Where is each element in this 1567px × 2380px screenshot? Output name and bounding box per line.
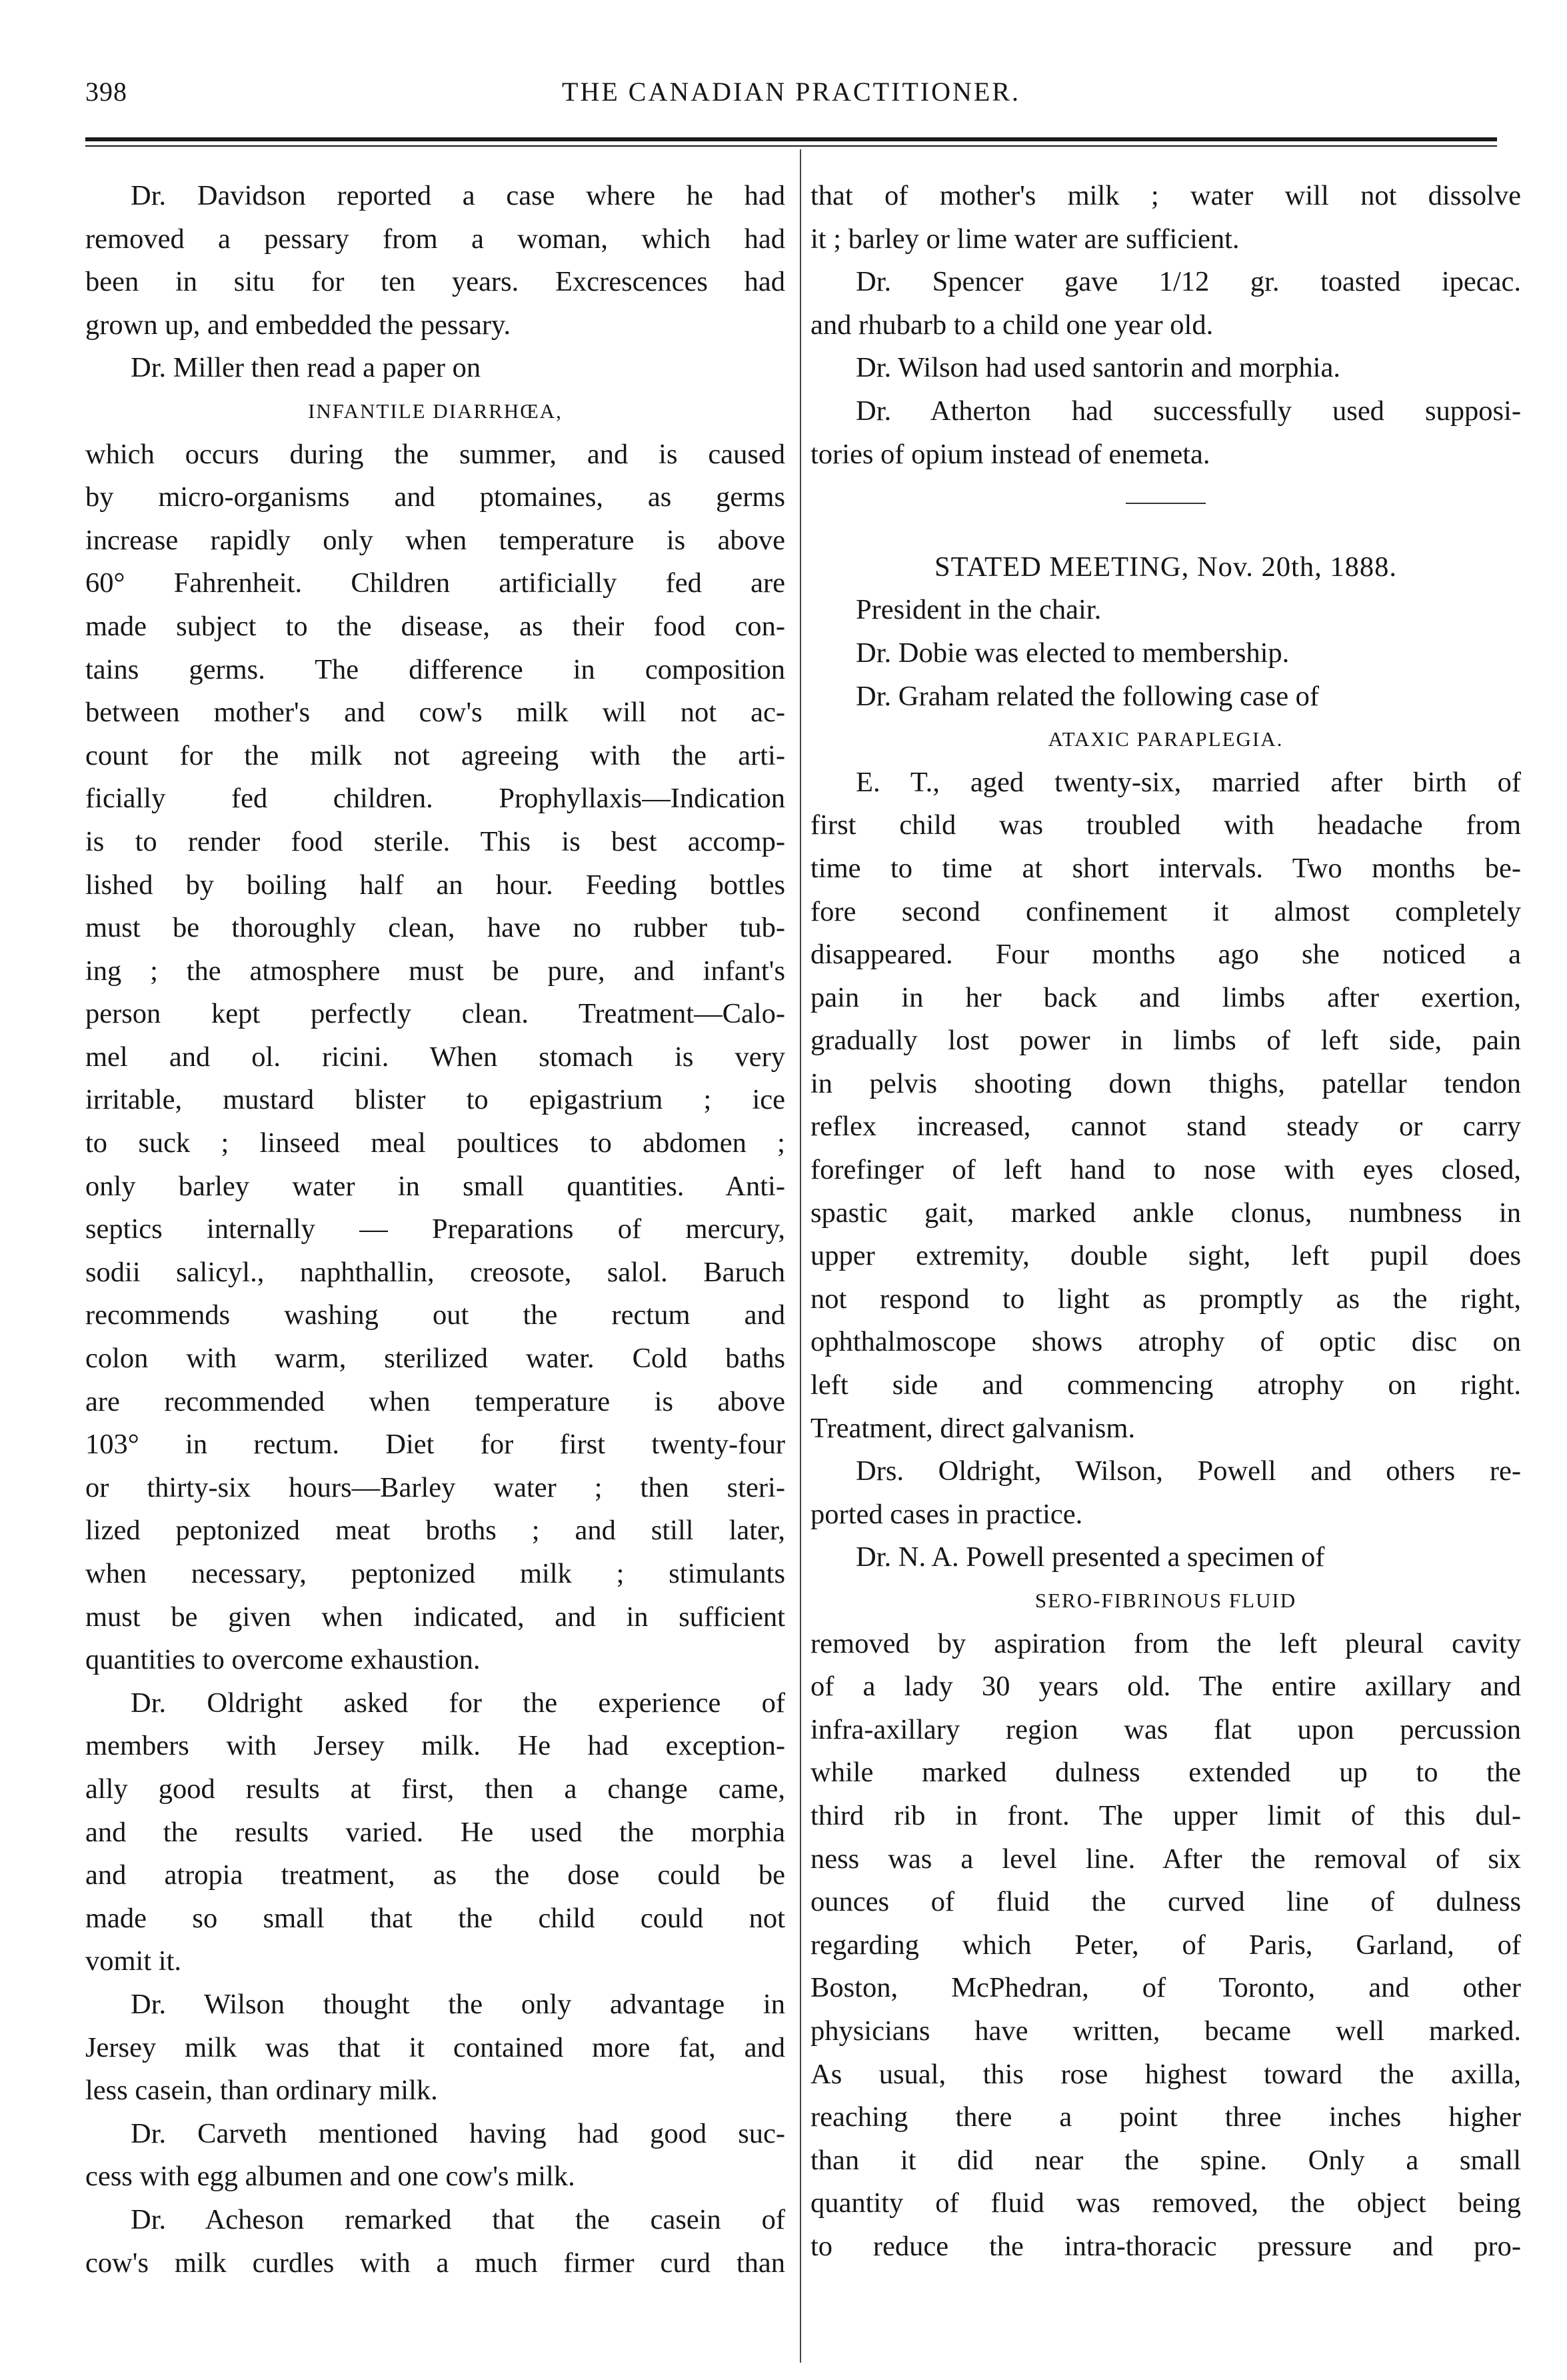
text-line: Dr. Spencer gave 1/12 gr. toasted ipecac.: [856, 266, 1521, 298]
text-line: removed by aspiration from the left pleural cavity: [810, 1627, 1521, 1659]
text-line: ounces of fluid the curved line of dulness: [810, 1886, 1521, 1918]
paragraph-infantile-diarrhoea: [85, 433, 785, 1682]
running-title: THE CANADIAN PRACTITIONER.: [562, 77, 1020, 107]
text-line: than it did near the spine. Only a small: [810, 2144, 1521, 2176]
text-line: 103° in rectum. Diet for first twenty-four: [85, 1429, 785, 1461]
text-line: time to time at short intervals. Two months be-: [810, 852, 1521, 884]
text-line: left side and commencing atrophy on right.: [810, 1369, 1521, 1401]
text-line: ficially fed children. Prophyllaxis—Indication: [85, 783, 785, 815]
paragraph-acheson: [85, 2199, 785, 2285]
text-line: made subject to the disease, as their food con-: [85, 610, 785, 642]
text-line: third rib in front. The upper limit of this dul-: [810, 1799, 1521, 1831]
text-line: while marked dulness extended up to the: [810, 1757, 1521, 1789]
paragraph-pleural-specimen: [810, 1623, 1521, 2269]
text-line: ally good results at first, then a change came,: [85, 1773, 785, 1805]
section-heading-ataxic-paraplegia: ATAXIC PARAPLEGIA.: [1048, 727, 1284, 751]
paragraph-atherton: [810, 390, 1521, 476]
text-line: sodii salicyl., naphthallin, creosote, salol. Baruch: [85, 1256, 785, 1288]
paragraph-powell-intro: Dr. N. A. Powell presented a specimen of: [856, 1541, 1325, 1573]
text-line: reflex increased, cannot stand steady or carry: [810, 1111, 1521, 1143]
text-line: which occurs during the summer, and is caused: [85, 438, 785, 470]
text-line: person kept perfectly clean. Treatment—Calo-: [85, 998, 785, 1030]
text-line: Dr. Davidson reported a case where he had: [131, 180, 785, 211]
text-line: less casein, than ordinary milk.: [85, 2075, 438, 2107]
text-line: lized peptonized meat broths ; and still later,: [85, 1515, 785, 1547]
text-line: vomit it.: [85, 1945, 182, 1977]
text-line: quantity of fluid was removed, the object being: [810, 2187, 1521, 2219]
right-column: [810, 175, 1521, 2269]
paragraph-ataxic-case: [810, 761, 1521, 1451]
text-line: disappeared. Four months ago she noticed a: [810, 939, 1521, 971]
text-line: of a lady 30 years old. The entire axillary and: [810, 1671, 1521, 1703]
text-line: tains germs. The difference in composition: [85, 653, 785, 685]
text-line: count for the milk not agreeing with the arti-: [85, 739, 785, 771]
text-line: recommends washing out the rectum and: [85, 1299, 785, 1331]
text-line: it ; barley or lime water are sufficient.: [810, 223, 1240, 255]
section-heading-infantile-diarrhoea: INFANTILE DIARRHŒA,: [308, 399, 563, 423]
text-line: ing ; the atmosphere must be pure, and infant's: [85, 955, 785, 987]
paragraph-oldright: [85, 1682, 785, 1983]
text-line: upper extremity, double sight, left pupil does: [810, 1240, 1521, 1272]
text-line: that of mother's milk ; water will not dissolve: [810, 180, 1521, 211]
text-line: in pelvis shooting down thighs, patellar tendon: [810, 1067, 1521, 1099]
page-header: [85, 72, 1497, 112]
text-line: lished by boiling half an hour. Feeding bottles: [85, 869, 785, 901]
text-line: cow's milk curdles with a much firmer curd than: [85, 2247, 785, 2279]
paragraph-spencer: [810, 261, 1521, 347]
text-line: is to render food sterile. This is best accomp-: [85, 825, 785, 857]
paragraph-graham-intro: Dr. Graham related the following case of: [856, 680, 1320, 712]
paragraph-wilson: [85, 1983, 785, 2113]
text-line: increase rapidly only when temperature is above: [85, 524, 785, 556]
text-line: mel and ol. ricini. When stomach is very: [85, 1041, 785, 1073]
text-line: irritable, mustard blister to epigastrium ; ice: [85, 1084, 785, 1116]
text-line: by micro-organisms and ptomaines, as germs: [85, 481, 785, 513]
text-line: members with Jersey milk. He had exception-: [85, 1730, 785, 1762]
text-line: quantities to overcome exhaustion.: [85, 1644, 481, 1676]
text-line: not respond to light as promptly as the right,: [810, 1283, 1521, 1315]
text-line: Drs. Oldright, Wilson, Powell and others re-: [856, 1455, 1521, 1487]
section-heading-sero-fibrinous-fluid: SERO-FIBRINOUS FLUID: [1034, 1589, 1297, 1612]
text-line: only barley water in small quantities. Anti-: [85, 1170, 785, 1202]
text-line: between mother's and cow's milk will not ac-: [85, 697, 785, 729]
text-line: 60° Fahrenheit. Children artificially fed are: [85, 567, 785, 599]
left-column: [85, 175, 785, 2285]
text-line: infra-axillary region was flat upon percussion: [810, 1713, 1521, 1745]
header-rule-thin: [85, 145, 1497, 147]
paragraph-davidson: [85, 175, 785, 347]
text-line: Dr. Wilson thought the only advantage in: [131, 1988, 785, 2020]
header-rule-thick: [85, 137, 1497, 141]
text-line: septics internally — Preparations of mercury,: [85, 1213, 785, 1245]
paragraph-president: President in the chair.: [856, 594, 1102, 626]
paragraph-miller-intro: Dr. Miller then read a paper on: [131, 352, 481, 384]
text-line: Jersey milk was that it contained more fat, and: [85, 2031, 785, 2063]
text-line: colon with warm, sterilized water. Cold baths: [85, 1343, 785, 1375]
paragraph-wilson-santorin: Dr. Wilson had used santorin and morphia.: [856, 352, 1340, 384]
text-line: Dr. Oldright asked for the experience of: [131, 1687, 785, 1719]
text-line: must be thoroughly clean, have no rubber tub-: [85, 912, 785, 944]
text-line: grown up, and embedded the pessary.: [85, 309, 511, 341]
meeting-heading: STATED MEETING, Nov. 20th, 1888.: [934, 551, 1397, 583]
text-line: ophthalmoscope shows atrophy of optic disc on: [810, 1326, 1521, 1358]
text-line: to reduce the intra-thoracic pressure and pro-: [810, 2230, 1521, 2262]
text-line: forefinger of left hand to nose with eyes closed,: [810, 1154, 1521, 1186]
paragraph-cases-reported: [810, 1450, 1521, 1536]
text-line: Dr. Acheson remarked that the casein of: [131, 2203, 785, 2235]
text-line: fore second confinement it almost completely: [810, 895, 1521, 927]
text-line: cess with egg albumen and one cow's milk.: [85, 2161, 575, 2193]
column-divider: [800, 149, 801, 2363]
text-line: gradually lost power in limbs of left side, pain: [810, 1025, 1521, 1057]
text-line: made so small that the child could not: [85, 1902, 785, 1934]
text-line: E. T., aged twenty-six, married after birth of: [856, 766, 1521, 798]
text-line: tories of opium instead of enemeta.: [810, 438, 1210, 470]
text-line: and the results varied. He used the morphia: [85, 1816, 785, 1848]
text-line: are recommended when temperature is above: [85, 1385, 785, 1417]
text-line: Dr. Carveth mentioned having had good suc-: [131, 2117, 785, 2149]
text-line: to suck ; linseed meal poultices to abdomen ;: [85, 1127, 785, 1159]
paragraph-dobie: Dr. Dobie was elected to membership.: [856, 637, 1290, 669]
page-number: 398: [85, 77, 127, 107]
text-line: ness was a level line. After the removal of six: [810, 1843, 1521, 1875]
text-line: regarding which Peter, of Paris, Garland, of: [810, 1929, 1521, 1961]
text-line: when necessary, peptonized milk ; stimulants: [85, 1558, 785, 1589]
text-line: removed a pessary from a woman, which had: [85, 223, 785, 255]
text-line: and atropia treatment, as the dose could be: [85, 1859, 785, 1891]
text-line: Boston, McPhedran, of Toronto, and other: [810, 1972, 1521, 2004]
text-line: ported cases in practice.: [810, 1498, 1083, 1530]
text-line: reaching there a point three inches higher: [810, 2101, 1521, 2133]
paragraph-mothers-milk: [810, 175, 1521, 261]
text-line: pain in her back and limbs after exertion,: [810, 981, 1521, 1013]
text-line: spastic gait, marked ankle clonus, numbness in: [810, 1197, 1521, 1229]
section-separator: [810, 503, 1521, 546]
text-line: and rhubarb to a child one year old.: [810, 309, 1214, 341]
text-line: Treatment, direct galvanism.: [810, 1412, 1136, 1444]
text-line: Dr. Atherton had successfully used supposi-: [856, 395, 1521, 427]
text-line: must be given when indicated, and in sufficient: [85, 1601, 785, 1633]
paragraph-carveth: [85, 2113, 785, 2199]
text-line: or thirty-six hours—Barley water ; then steri-: [85, 1471, 785, 1503]
text-line: been in situ for ten years. Excrescences had: [85, 266, 785, 298]
text-line: As usual, this rose highest toward the axilla,: [810, 2058, 1521, 2090]
text-line: first child was troubled with headache from: [810, 809, 1521, 841]
text-line: physicians have written, became well marked.: [810, 2015, 1521, 2047]
